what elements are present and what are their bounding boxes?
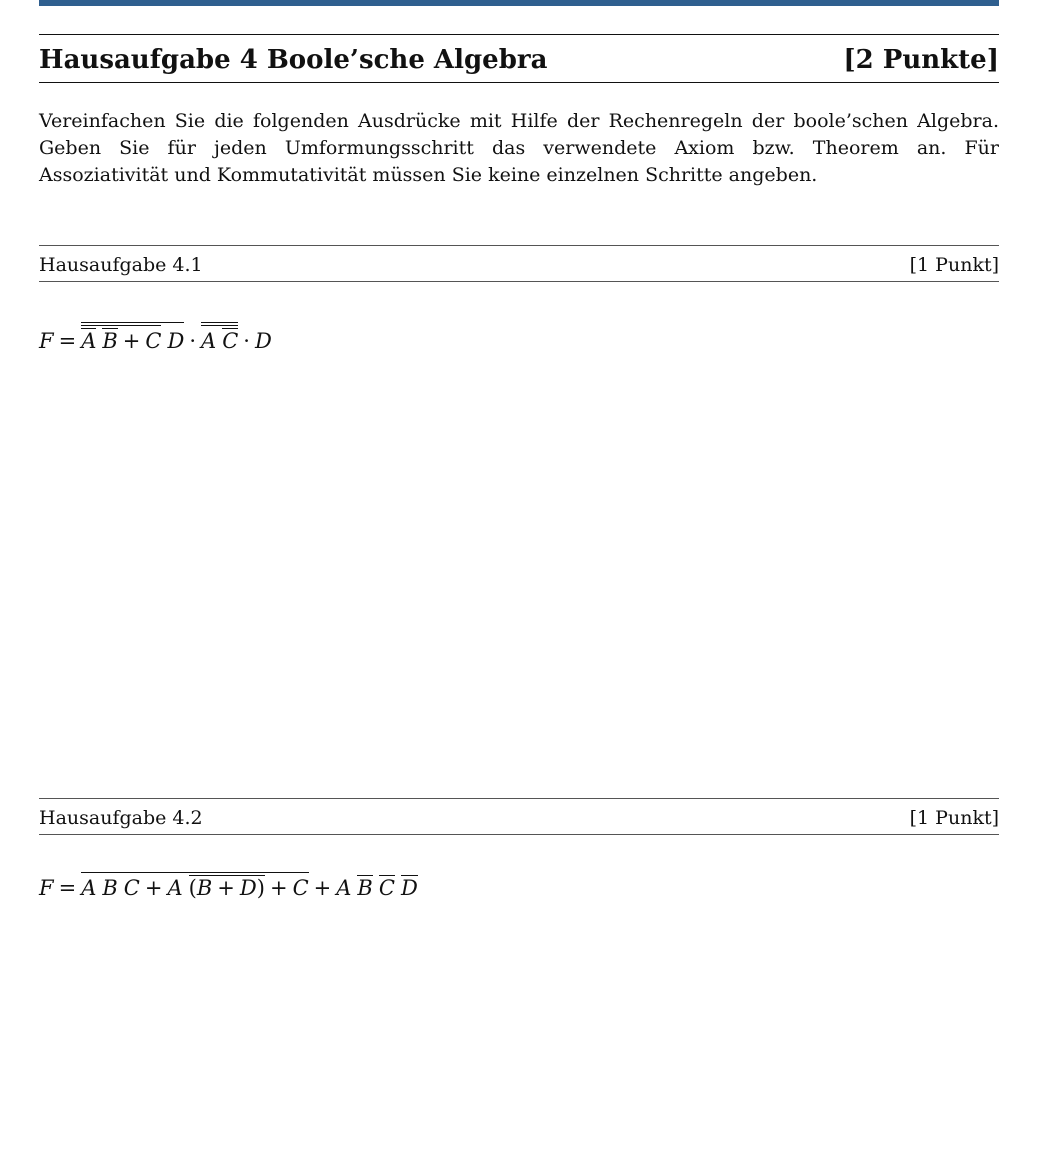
subtask-header-4-1 [39, 245, 999, 282]
task-title: Hausaufgabe 4 Boole’sche Algebra [39, 45, 548, 75]
task-points: [2 Punkte] [843, 45, 999, 75]
subtask-title: Hausaufgabe 4.1 [39, 254, 203, 276]
task-instructions: Vereinfachen Sie die folgenden Ausdrücke mit Hilfe der Rechenregeln der boole’schen Algebra. Geben Sie für jeden Umformungsschritt das verwendete Axiom bzw. Theorem an. Für Assoziativität und Kommutativität müssen Sie keine einzelnen Schritte angeben. [39, 110, 999, 186]
subtask-points: [1 Punkt] [909, 807, 999, 829]
top-accent-bar [39, 0, 999, 6]
subtask-title: Hausaufgabe 4.2 [39, 807, 203, 829]
subtask-header-4-2 [39, 798, 999, 835]
subtask-points: [1 Punkt] [909, 254, 999, 276]
task-header [39, 34, 999, 83]
formula-4-1: F = A B + C D · A C · D [39, 322, 999, 352]
formula-4-2: F = A B C + A (B + D) + C + A B C D [39, 872, 999, 899]
